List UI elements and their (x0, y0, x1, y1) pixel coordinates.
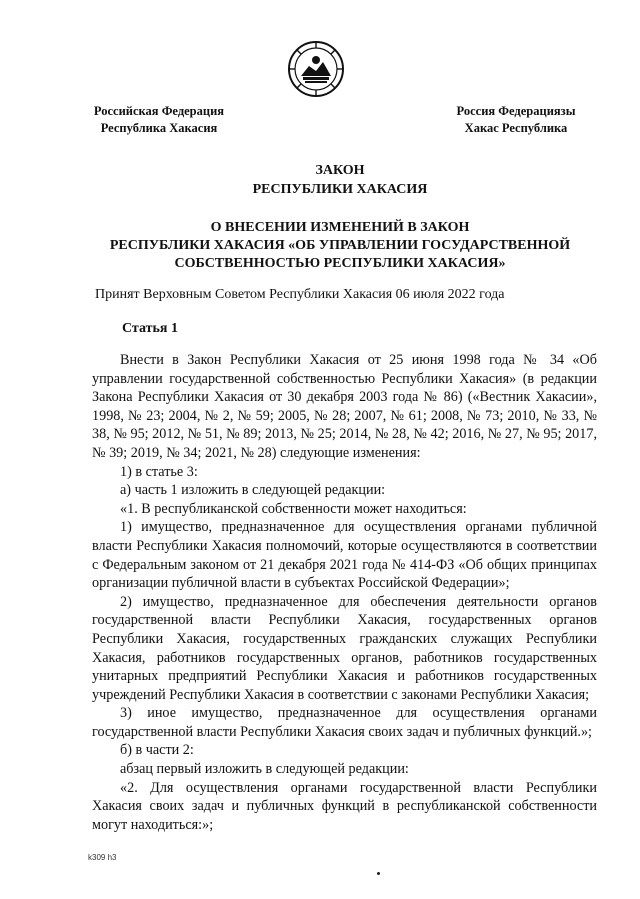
paragraph: 3) иное имущество, предназначенное для осуществления органами государственной власти Республики Хакасия своих задач и публичных функций.»; (92, 705, 597, 740)
header-left-line-1: Российская Федерация (93, 104, 225, 118)
title-law: ЗАКОН (315, 163, 365, 178)
paragraph: 1) имущество, предназначенное для осуществления органами публичной власти Республики Хакасия полномочий, которые осуществляются в соответствии с Федеральным законом от 21 декабря 2021 года № 414-ФЗ «Об общих принципах организации публичной власти в субъектах Российской Федерации»; (92, 519, 597, 592)
paragraph: 1) в статье 3: (120, 463, 198, 480)
paragraph: «1. В республиканской собственности может находиться: (120, 500, 467, 517)
header-right-line-1: Россия Федерациязы (456, 104, 576, 118)
paragraph: 2) имущество, предназначенное для обеспечения деятельности органов государственной власти Республики Хакасия, государственных органов Республики Хакасия, государственных гражданских служащих Республики Хакасия, работников государственных органов, работников государственных унитарных предприятий Республики Хакасия и работников государственных учреждений Республики Хакасия в соответствии с законами Республики Хакасия; (92, 593, 597, 703)
coat-of-arms-icon (287, 40, 345, 98)
paragraph: б) в части 2: (120, 742, 194, 759)
header-right (440, 103, 592, 137)
article-heading: Статья 1 (122, 321, 178, 336)
paragraph: Внести в Закон Республики Хакасия от 25 июня 1998 года № 34 «Об управлении государственной собственностью Республики Хакасия» (в редакции Закона Республики Хакасия от 30 декабря 2003 года № 86) («Вестник Хакасии», 1998, № 23; 2004, № 2, № 59; 2005, № 28; 2007, № 61; 2008, № 73; 2010, № 33, № 38, № 95; 2012, № 51, № 89; 2013, № 25; 2014, № 28, № 42; 2016, № 27, № 95; 2017, № 39; 2019, № 34; 2021, № 28) следующие изменения: (92, 352, 597, 461)
document-code: k309 h3 (88, 853, 117, 862)
title-subject-3: СОБСТВЕННОСТЬЮ РЕСПУБЛИКИ ХАКАСИЯ» (174, 256, 506, 271)
header-left-line-2: Республика Хакасия (100, 121, 218, 135)
header-right-line-2: Хакас Республика (464, 121, 568, 135)
title-republic: РЕСПУБЛИКИ ХАКАСИЯ (252, 182, 428, 197)
law-body (92, 351, 597, 834)
scan-speck (377, 872, 380, 875)
paragraph: абзац первый изложить в следующей редакции: (120, 761, 409, 778)
paragraph: «2. Для осуществления органами государственной власти Республики Хакасия своих задач и публичных функций в республиканской собственности могут находиться:»; (92, 779, 597, 833)
title-subject-2: РЕСПУБЛИКИ ХАКАСИЯ «ОБ УПРАВЛЕНИИ ГОСУДАРСТВЕННОЙ (109, 238, 571, 253)
paragraph: а) часть 1 изложить в следующей редакции: (120, 482, 386, 499)
title-subject-1: О ВНЕСЕНИИ ИЗМЕНЕНИЙ В ЗАКОН (210, 220, 470, 235)
adoption-line: Принят Верховным Советом Республики Хакасия 06 июля 2022 года (95, 287, 505, 302)
header-left (88, 103, 230, 137)
